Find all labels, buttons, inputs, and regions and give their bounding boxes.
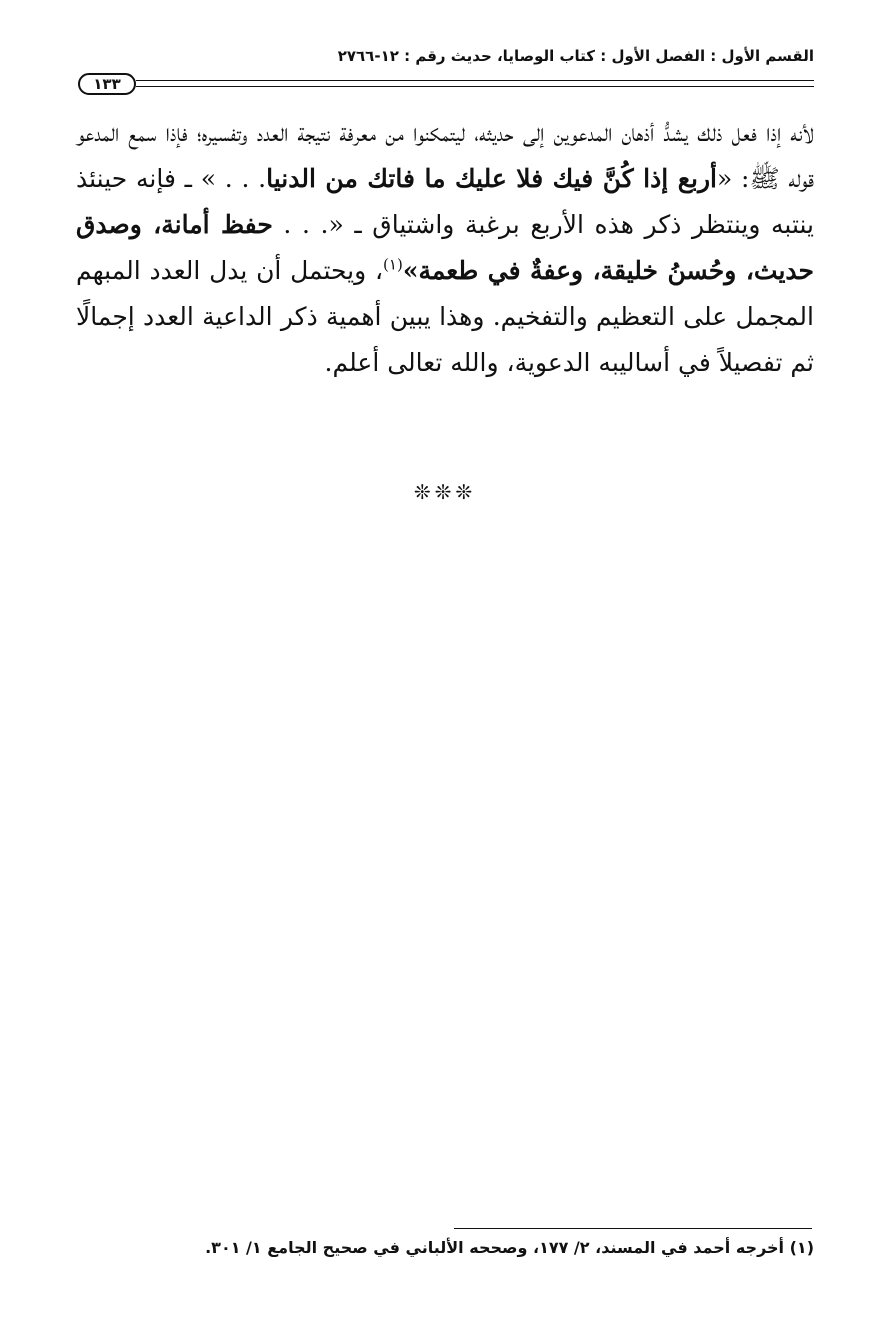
body-text <box>76 110 814 386</box>
paragraph-part-1: لأنه إذا فعل ذلك يشدُّ أذهان المدعوين إلى حديثه، ليتمكنوا من معرفة نتيجة العدد وتفسيره؛ فإذا سمع المدعو قوله ﷺ: « <box>76 118 815 193</box>
section-separator: ❊❊❊ <box>413 480 477 504</box>
hadith-quote-1: أربع إذا كُنَّ فيك فلا عليك ما فاتك من الدنيا <box>266 164 717 193</box>
footnote: (١) أخرجه أحمد في المسند، ٢/ ١٧٧، وصححه الألباني في صحيح الجامع ١/ ٣٠١. <box>205 1238 814 1257</box>
header-rule <box>136 80 814 87</box>
paragraph-part-2: . . . » ـ فإنه حينئذ ينتبه وينتظر ذكر هذه الأربع برغبة واشتياق ـ «. . . <box>76 164 814 239</box>
quote-close-mark: » <box>402 256 419 285</box>
paragraph <box>76 110 814 386</box>
hadith-quote-2: حفظ أمانة، وصدق حديث، وحُسنُ خليقة، وعفةٌ في طعمة <box>76 210 814 285</box>
page-number: ١٣٣ <box>78 73 136 95</box>
paragraph-part-3: ، ويحتمل أن يدل العدد المبهم المجمل على التعظيم والتفخيم. وهذا يبين أهمية ذكر الداعية العدد إجمالًا ثم تفصيلاً في أساليبه الدعوية، والله تعالى أعلم. <box>76 256 814 377</box>
running-header: القسم الأول : الفصل الأول : كتاب الوصايا، حديث رقم : ١٢-٢٧٦٦ <box>337 47 814 65</box>
footnote-marker: (١) <box>383 255 403 274</box>
footnote-rule <box>454 1228 812 1229</box>
